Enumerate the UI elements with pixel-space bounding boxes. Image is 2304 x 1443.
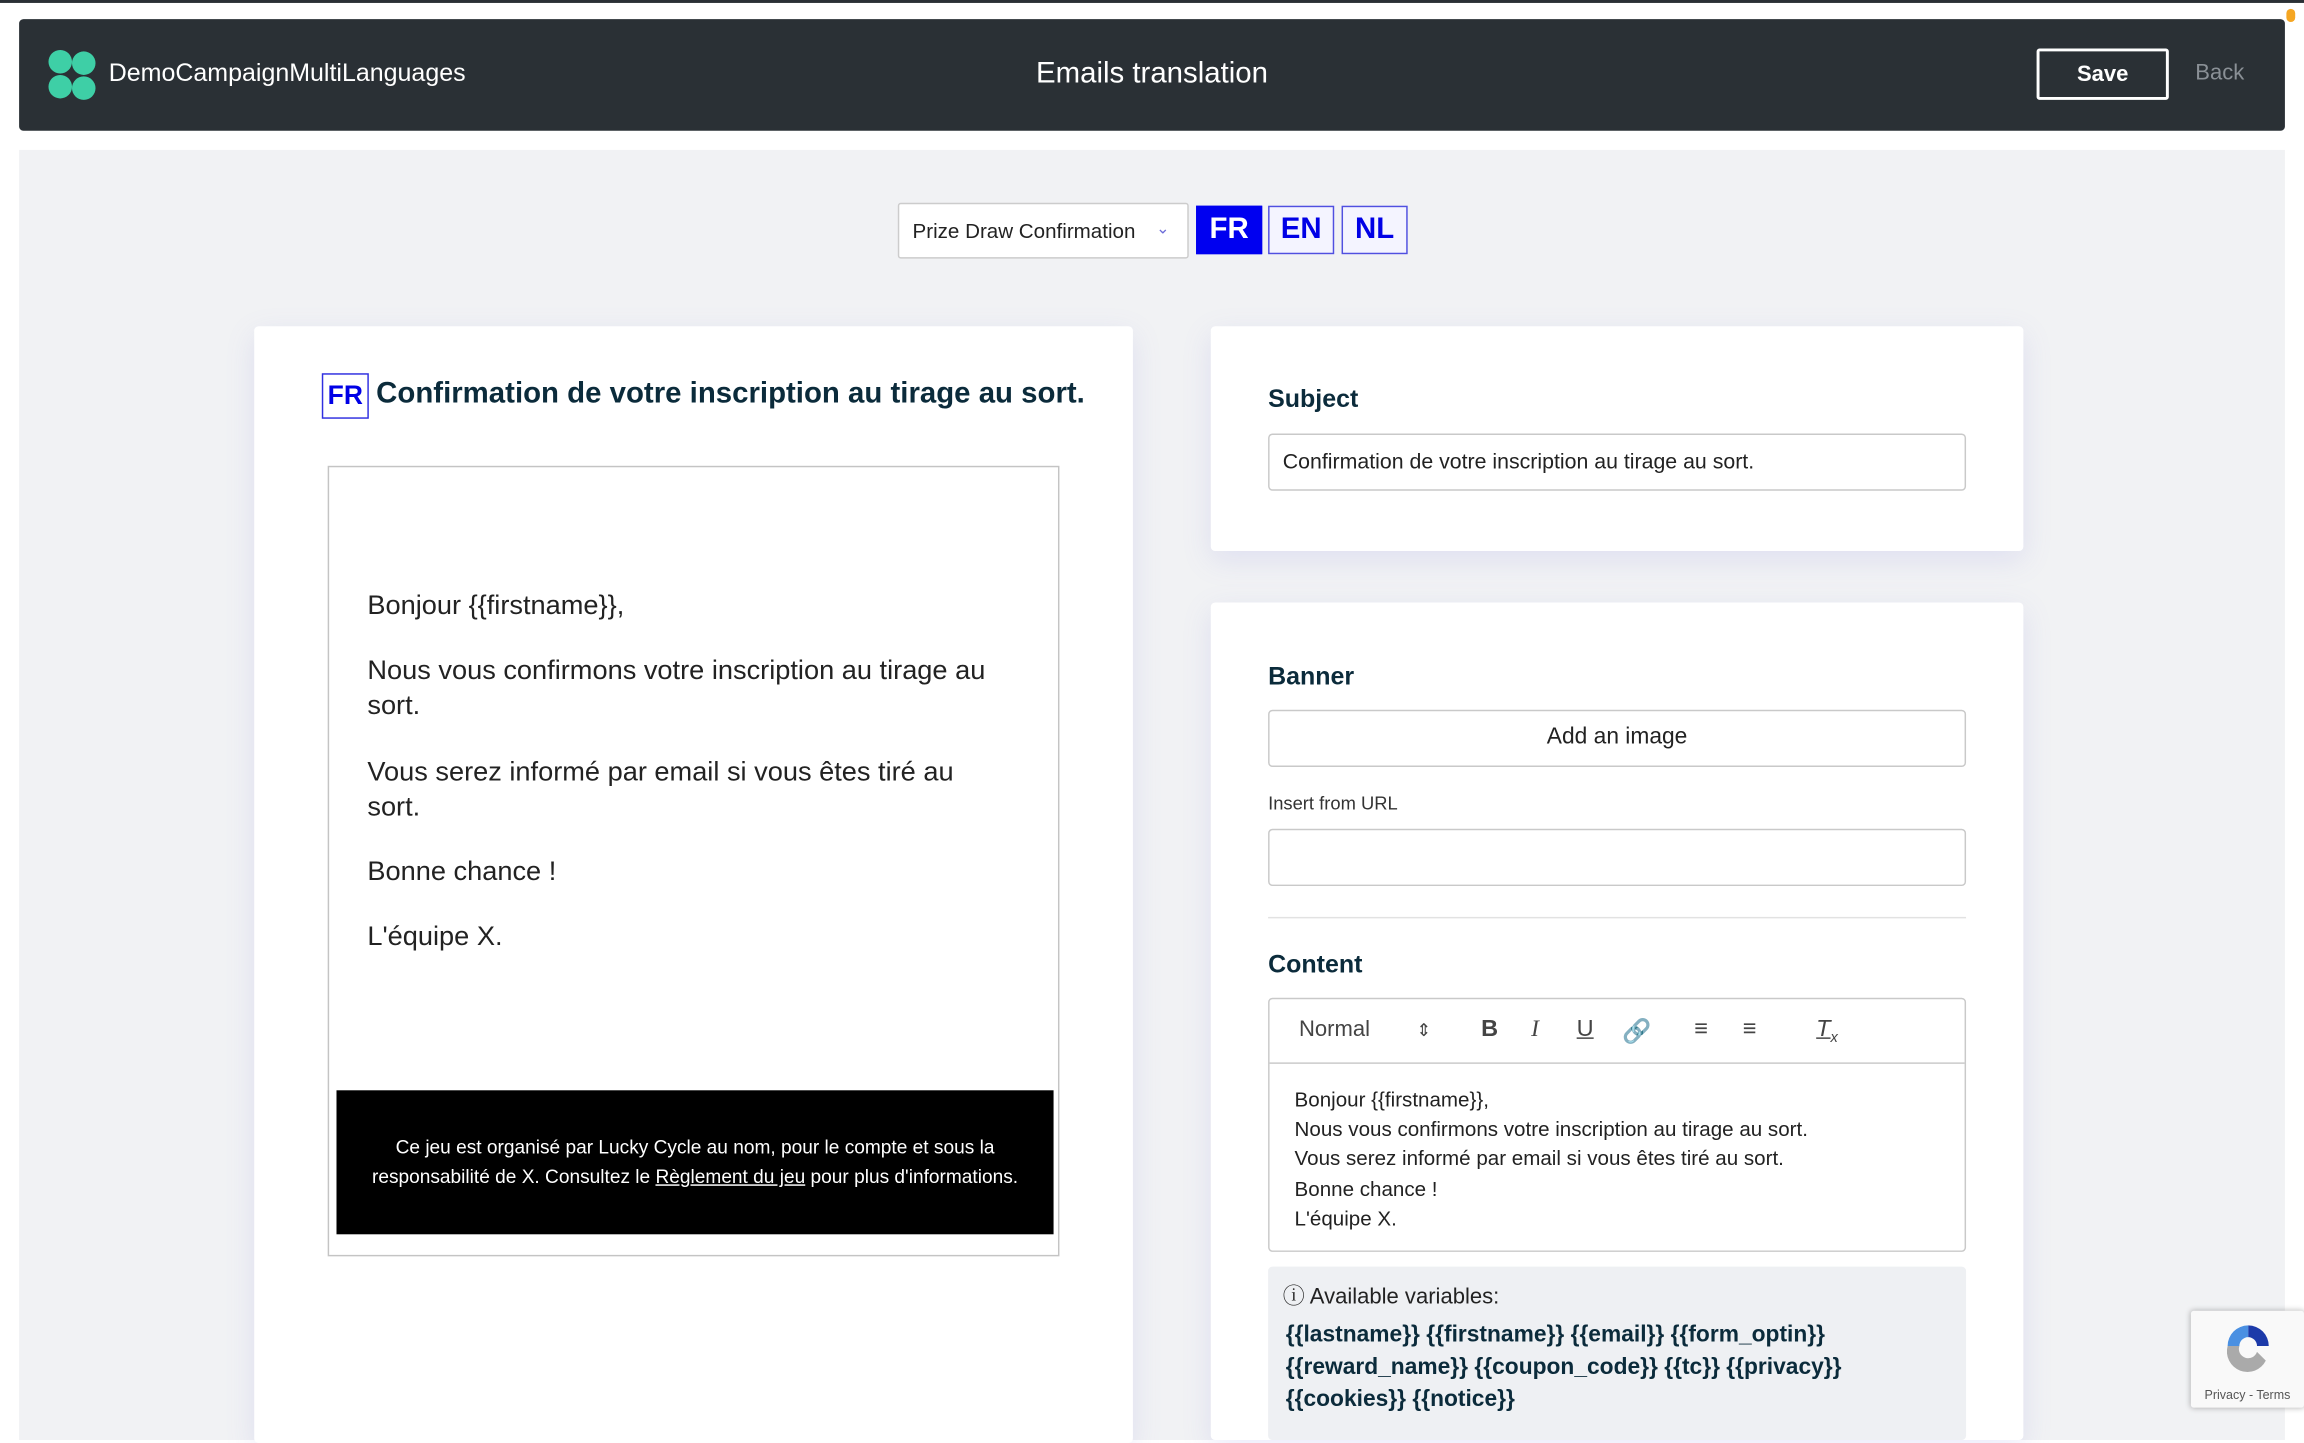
page-title: Emails translation — [1036, 57, 1268, 90]
rules-link[interactable]: Règlement du jeu — [655, 1165, 806, 1188]
preview-title: Confirmation de votre inscription au tirage au sort. — [376, 377, 1085, 410]
editor-content[interactable] — [1295, 1084, 1808, 1232]
email-paragraph: Nous vous confirmons votre inscription au tirage au sort. — [367, 653, 986, 721]
variable: {{coupon_code}} — [1474, 1354, 1658, 1380]
email-preview — [328, 466, 1060, 1257]
subject-card — [1211, 326, 2024, 551]
content-label: Content — [1268, 950, 1363, 979]
lang-tab-en[interactable]: EN — [1268, 206, 1334, 254]
footer-text: pour plus d'informations. — [805, 1165, 1019, 1188]
back-button[interactable]: Back — [2195, 60, 2245, 86]
available-variables — [1268, 1267, 1966, 1440]
email-paragraph: Bonjour {{firstname}}, — [367, 589, 625, 621]
info-icon: ⓘ — [1282, 1284, 1305, 1310]
save-button[interactable]: Save — [2037, 48, 2169, 99]
rich-text-editor — [1268, 998, 1966, 1252]
variables-list — [1286, 1320, 1947, 1417]
variable: {{email}} — [1570, 1322, 1665, 1348]
content-line: Vous serez informé par email si vous êtes tiré au sort. — [1294, 1146, 1784, 1171]
notification-dot — [2286, 9, 2295, 22]
variable: {{privacy}} — [1726, 1354, 1842, 1380]
content-line: Bonne chance ! — [1294, 1176, 1438, 1200]
email-preview-card — [254, 326, 1133, 1443]
ordered-list-icon[interactable]: ≡ — [1694, 1016, 1708, 1042]
variable: {{notice}} — [1412, 1387, 1515, 1413]
variables-title — [1283, 1280, 1499, 1311]
email-paragraph: L'équipe X. — [367, 919, 503, 951]
campaign-name: DemoCampaignMultiLanguages — [108, 58, 466, 87]
variable: {{lastname}} — [1285, 1322, 1420, 1348]
underline-icon[interactable]: U — [1576, 1016, 1594, 1042]
top-border — [0, 0, 2304, 3]
subject-input[interactable] — [1268, 433, 1966, 490]
email-paragraph: Vous serez informé par email si vous êtes tiré au sort. — [367, 755, 954, 822]
variable: {{firstname}} — [1426, 1322, 1565, 1348]
select-arrows-icon[interactable]: ⇕ — [1416, 1019, 1432, 1041]
email-type-value: Prize Draw Confirmation — [912, 218, 1136, 243]
lang-tab-fr[interactable]: FR — [1196, 206, 1262, 254]
bold-icon[interactable]: B — [1481, 1016, 1499, 1042]
editor-toolbar — [1270, 999, 1965, 1064]
email-paragraph: Bonne chance ! — [367, 855, 557, 887]
lang-tab-nl[interactable]: NL — [1342, 206, 1408, 254]
content-card — [1211, 602, 2024, 1440]
bullet-list-icon[interactable]: ≡ — [1742, 1016, 1757, 1042]
format-select[interactable]: Normal — [1298, 1016, 1370, 1042]
divider — [1268, 917, 1966, 918]
insert-url-label: Insert from URL — [1268, 793, 1398, 815]
content-line: Bonjour {{firstname}}, — [1294, 1087, 1489, 1111]
recaptcha-badge[interactable] — [2191, 1311, 2304, 1408]
content-line: L'équipe X. — [1294, 1206, 1397, 1230]
recaptcha-links[interactable]: Privacy - Terms — [2204, 1387, 2291, 1402]
email-type-select[interactable] — [898, 203, 1189, 259]
lang-badge: FR — [322, 373, 369, 419]
variable: {{tc}} — [1664, 1354, 1720, 1380]
app-header — [19, 19, 2285, 131]
add-image-button[interactable]: Add an image — [1268, 710, 1966, 767]
footer-text: Ce jeu est organisé par Lucky Cycle au nom, pour le compte et sous la responsabilité de X. Consultez le — [371, 1135, 995, 1188]
variable: {{reward_name}} — [1285, 1354, 1469, 1380]
variable: {{form_optin}} — [1670, 1322, 1826, 1348]
italic-icon[interactable]: I — [1531, 1016, 1539, 1042]
variable: {{cookies}} — [1285, 1387, 1407, 1413]
link-icon[interactable]: 🔗 — [1622, 1019, 1652, 1045]
clear-format-icon[interactable]: $T_x$ — [1816, 1016, 1838, 1047]
recaptcha-icon — [2222, 1320, 2275, 1379]
email-footer — [336, 1090, 1053, 1234]
banner-label: Banner — [1268, 662, 1355, 691]
chevron-down-icon: ⌄ — [1156, 220, 1170, 239]
content-line: Nous vous confirmons votre inscription au tirage au sort. — [1294, 1117, 1808, 1141]
insert-url-input[interactable] — [1268, 829, 1966, 886]
variables-title-text: Available variables: — [1309, 1284, 1500, 1310]
subject-label: Subject — [1268, 384, 1359, 413]
